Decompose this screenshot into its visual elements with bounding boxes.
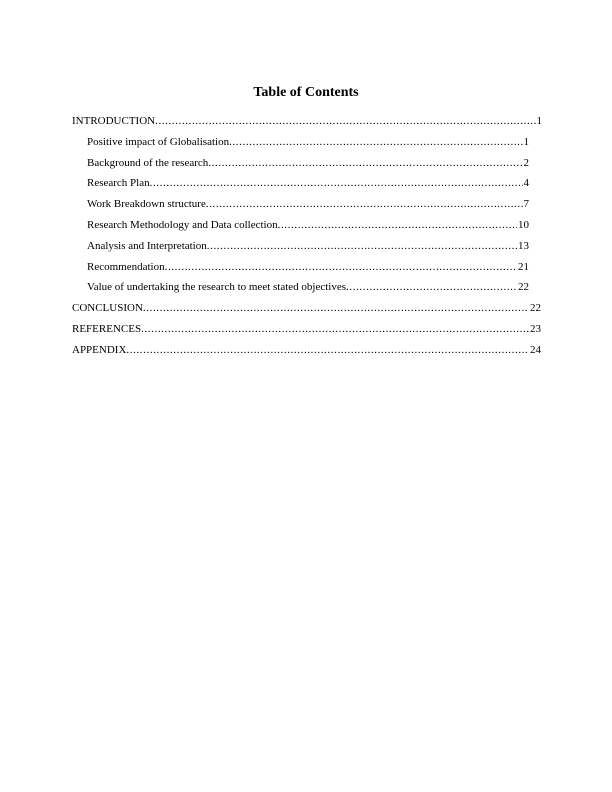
dot-leader: [206, 197, 523, 211]
toc-entry-label: Background of the research: [87, 156, 209, 169]
toc-entry-label: APPENDIX: [72, 343, 127, 356]
dot-leader: [141, 322, 529, 336]
toc-entry-page-number: 23: [530, 322, 541, 335]
dot-leader: [207, 239, 517, 253]
toc-entry-references[interactable]: [72, 322, 541, 343]
dot-leader: [155, 114, 535, 128]
toc-entry-label: Research Methodology and Data collection: [87, 218, 278, 231]
toc-entry-label: REFERENCES: [72, 322, 142, 335]
toc-entry-recommendation[interactable]: [72, 260, 529, 281]
toc-entry-label: Recommendation: [87, 260, 165, 273]
toc-entry-background-of-the-research[interactable]: [72, 156, 529, 177]
toc-entry-research-methodology[interactable]: [72, 218, 529, 239]
dot-leader: [126, 343, 529, 357]
toc-entry-page-number: 22: [518, 281, 529, 294]
table-of-contents: [72, 114, 542, 364]
toc-entry-analysis-and-interpretation[interactable]: [72, 239, 529, 260]
toc-entry-label: INTRODUCTION: [72, 115, 156, 127]
toc-entry-page-number: 21: [518, 260, 529, 273]
toc-entry-page-number: 24: [530, 343, 541, 356]
toc-entry-page-number: 13: [518, 239, 529, 252]
toc-entry-introduction[interactable]: [72, 114, 542, 135]
toc-entry-value-of-undertaking-research[interactable]: [72, 280, 529, 301]
page-title: Table of Contents: [253, 85, 359, 100]
toc-entry-label: Value of undertaking the research to meet stated objectives: [87, 281, 347, 294]
toc-entry-appendix[interactable]: [72, 343, 541, 364]
toc-entry-research-plan[interactable]: [72, 176, 529, 197]
toc-entry-page-number: 22: [530, 302, 541, 315]
toc-entry-page-number: 7: [523, 198, 529, 211]
dot-leader: [278, 218, 517, 232]
dot-leader: [143, 301, 529, 315]
toc-entry-label: Research Plan: [87, 177, 150, 190]
toc-entry-label: Work Breakdown structure: [87, 198, 206, 211]
toc-entry-work-breakdown-structure[interactable]: [72, 197, 529, 218]
toc-entry-page-number: 10: [518, 218, 529, 231]
dot-leader: [165, 260, 517, 274]
dot-leader: [208, 156, 522, 170]
toc-entry-page-number: 1: [536, 115, 542, 127]
dot-leader: [229, 135, 522, 149]
toc-entry-positive-impact-of-globalisation[interactable]: [72, 135, 529, 156]
toc-entry-page-number: 1: [523, 135, 529, 148]
toc-entry-page-number: 2: [523, 156, 529, 169]
toc-entry-label: Positive impact of Globalisation: [87, 135, 230, 148]
toc-entry-conclusion[interactable]: [72, 301, 541, 322]
dot-leader: [346, 280, 517, 294]
dot-leader: [150, 176, 523, 190]
toc-entry-page-number: 4: [523, 177, 529, 190]
toc-entry-label: Analysis and Interpretation: [87, 239, 207, 252]
toc-entry-label: CONCLUSION: [72, 302, 143, 315]
